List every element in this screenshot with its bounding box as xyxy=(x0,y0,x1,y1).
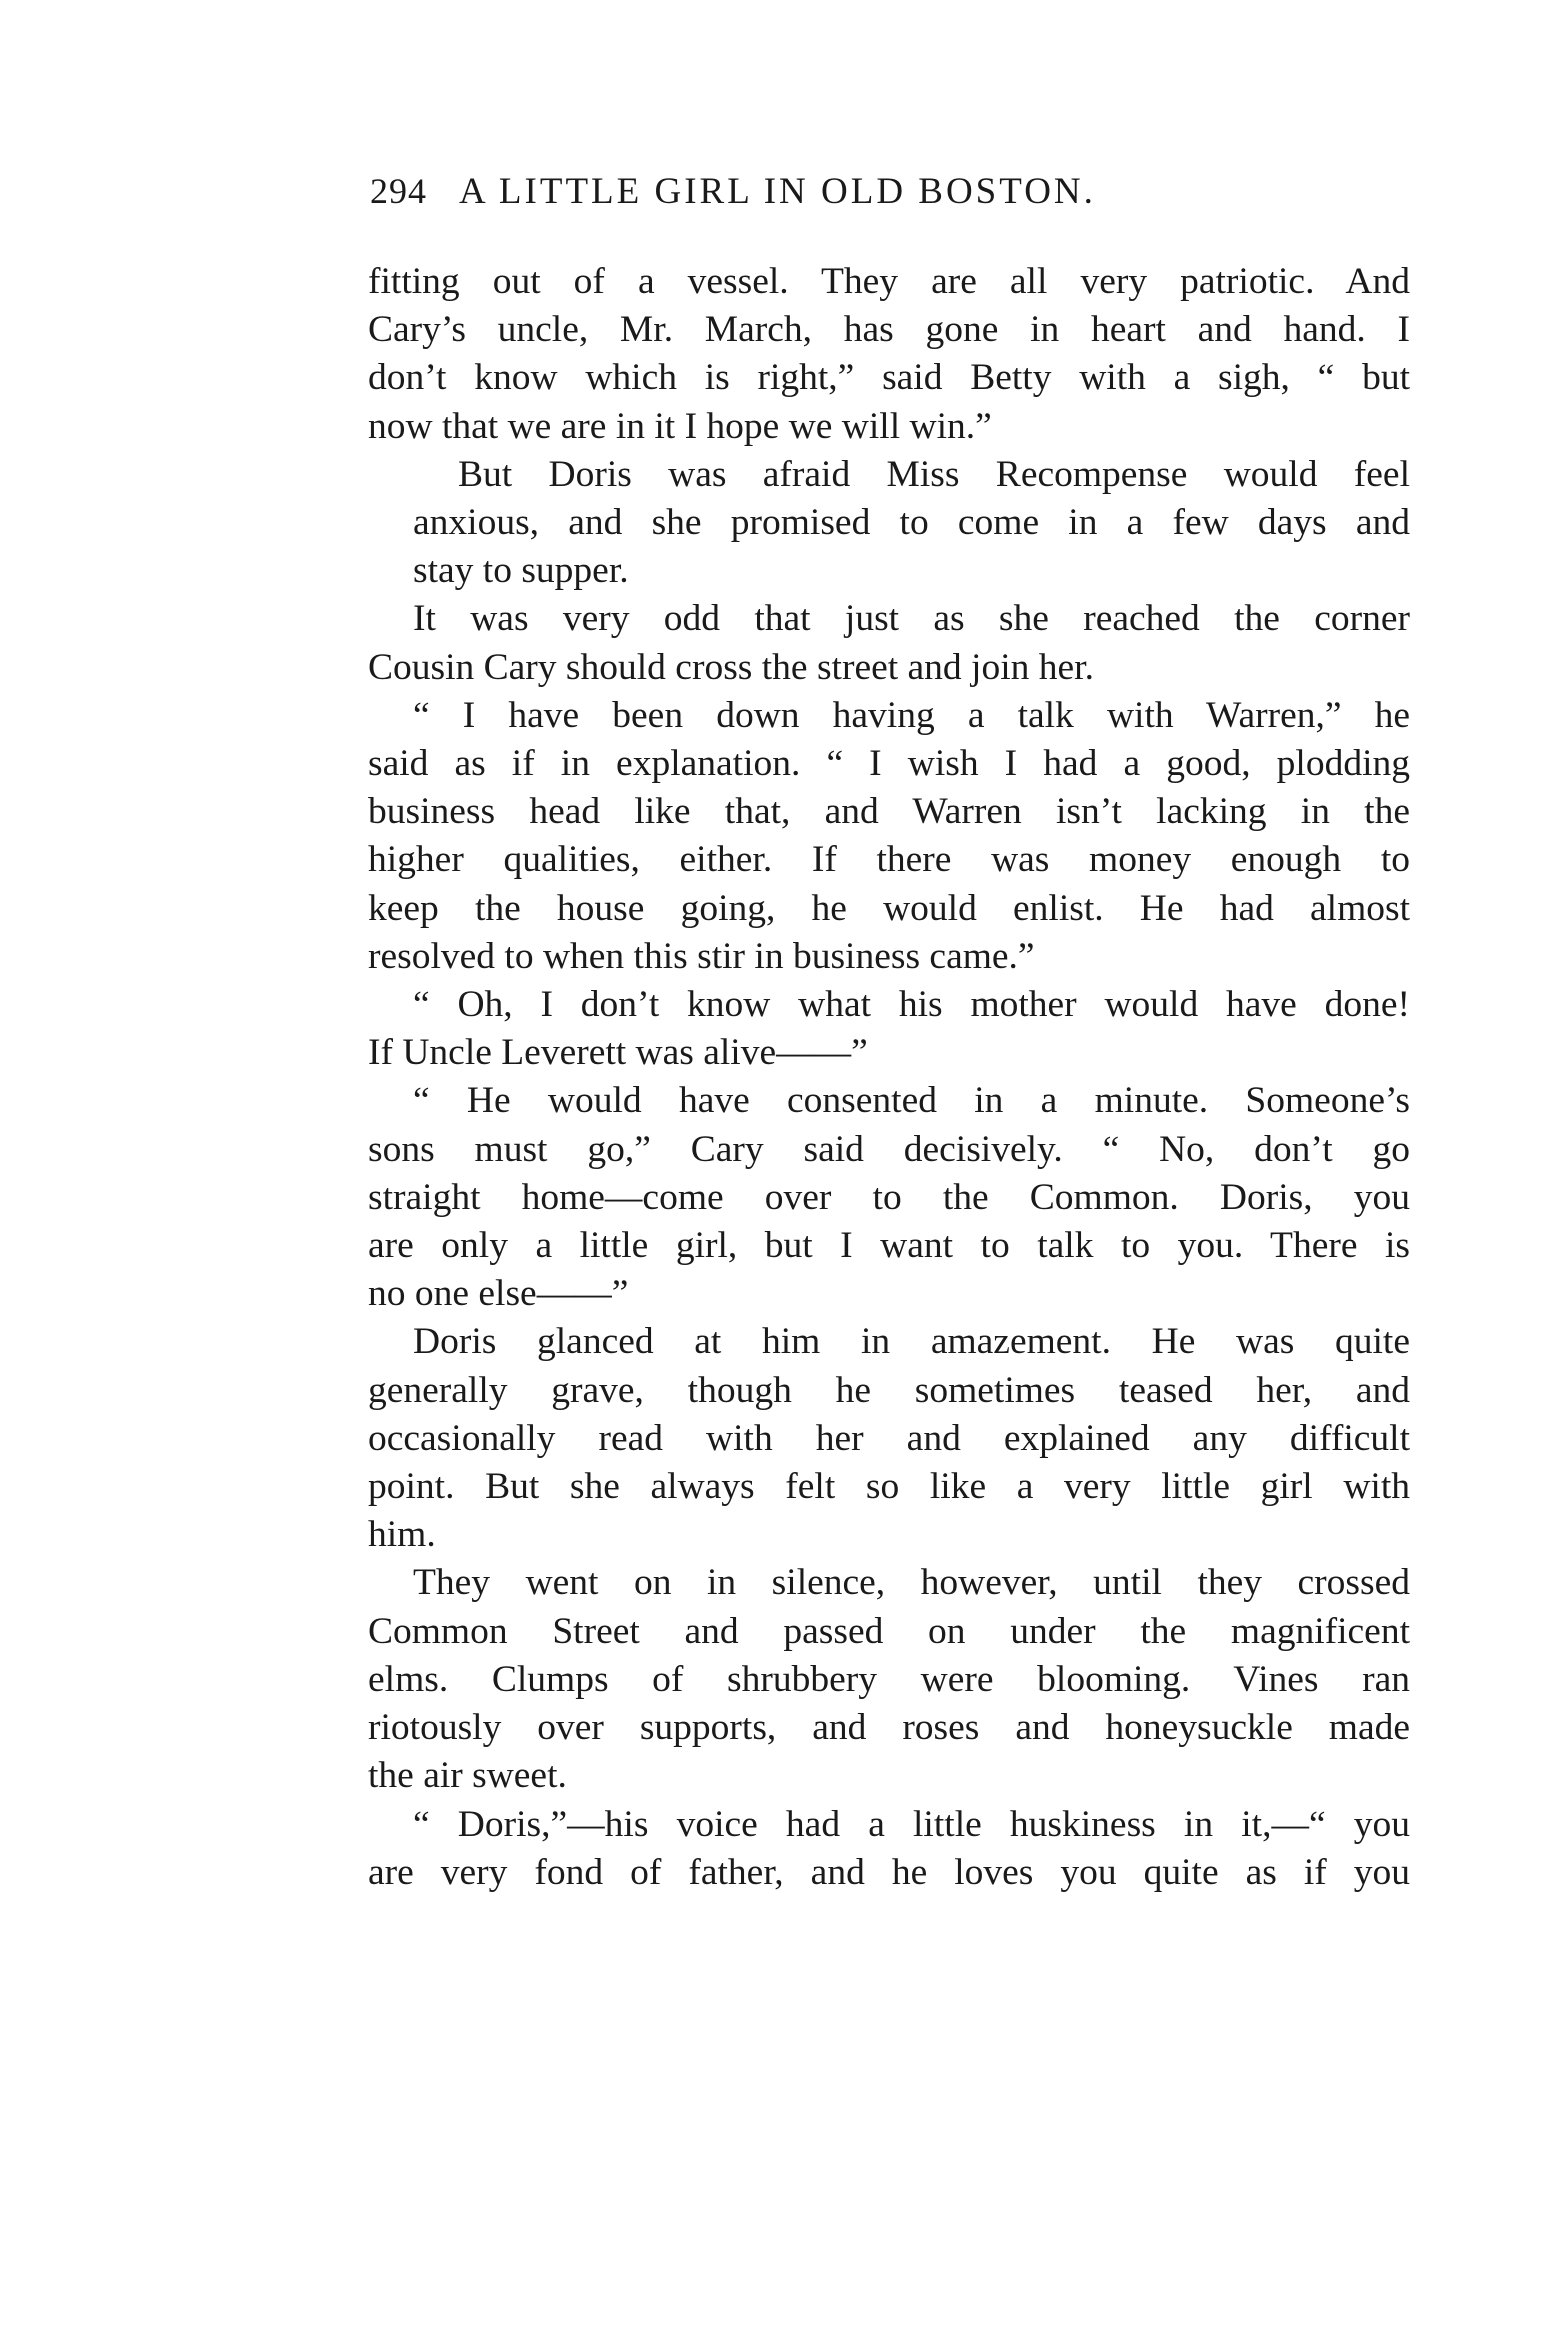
text-line: no one else——” xyxy=(368,1273,629,1315)
paragraph xyxy=(368,258,1410,451)
text-line: him. xyxy=(368,1514,436,1556)
paragraph xyxy=(368,981,1410,1077)
body-text xyxy=(368,258,1410,1897)
text-line: are only a little girl, but I want to talk to you. There is xyxy=(368,1225,1410,1267)
text-line: Cary’s uncle, Mr. March, has gone in heart and hand. I xyxy=(368,309,1410,351)
text-line: They went on in silence, however, until they crossed xyxy=(413,1562,1410,1604)
text-line: elms. Clumps of shrubbery were blooming. Vines ran xyxy=(368,1658,1410,1700)
text-line: It was very odd that just as she reached the corner xyxy=(413,598,1410,640)
text-line: stay to supper. xyxy=(413,550,629,592)
text-line: are very fond of father, and he loves you quite as if you xyxy=(368,1851,1410,1893)
paragraph xyxy=(368,1077,1410,1318)
text-line: Cousin Cary should cross the street and join her. xyxy=(368,646,1094,688)
text-line: straight home—come over to the Common. Doris, you xyxy=(368,1176,1410,1218)
paragraph xyxy=(368,1801,1410,1897)
text-line: resolved to when this stir in business came.” xyxy=(368,935,1035,977)
text-line: generally grave, though he sometimes teased her, and xyxy=(368,1369,1410,1411)
text-line: If Uncle Leverett was alive——” xyxy=(368,1032,868,1074)
page-header xyxy=(370,170,1410,230)
paragraph xyxy=(368,1318,1410,1559)
text-line: “ I have been down having a talk with Warren,” he xyxy=(413,694,1410,736)
text-line: “ He would have consented in a minute. Someone’s xyxy=(413,1080,1410,1122)
text-line: point. But she always felt so like a very little girl with xyxy=(368,1466,1410,1508)
paragraph xyxy=(368,1559,1410,1800)
text-line: But Doris was afraid Miss Recompense would feel xyxy=(458,453,1410,495)
text-line: anxious, and she promised to come in a few days and xyxy=(413,502,1410,544)
text-line: “ Oh, I don’t know what his mother would have done! xyxy=(413,984,1410,1026)
text-line: occasionally read with her and explained any difficult xyxy=(368,1417,1410,1459)
text-line: Doris glanced at him in amazement. He was quite xyxy=(413,1321,1410,1363)
text-line: Common Street and passed on under the magnificent xyxy=(368,1610,1410,1652)
text-line: the air sweet. xyxy=(368,1755,567,1797)
page-number: 294 xyxy=(370,171,427,211)
text-line: higher qualities, either. If there was money enough to xyxy=(368,839,1410,881)
text-line: “ Doris,”—his voice had a little huskiness in it,—“ you xyxy=(413,1803,1410,1845)
text-line: business head like that, and Warren isn’t lacking in the xyxy=(368,791,1410,833)
text-line: sons must go,” Cary said decisively. “ No, don’t go xyxy=(368,1128,1410,1170)
text-line: said as if in explanation. “ I wish I had a good, plodding xyxy=(368,743,1410,785)
text-line: riotously over supports, and roses and honeysuckle made xyxy=(368,1707,1410,1749)
running-title: A LITTLE GIRL IN OLD BOSTON. xyxy=(459,171,1096,212)
text-line: don’t know which is right,” said Betty with a sigh, “ but xyxy=(368,357,1410,399)
paragraph xyxy=(368,451,1410,596)
text-line: now that we are in it I hope we will win.” xyxy=(368,405,992,447)
text-line: fitting out of a vessel. They are all very patriotic. And xyxy=(368,261,1410,302)
paragraph xyxy=(368,692,1410,981)
paragraph xyxy=(368,595,1410,691)
text-line: keep the house going, he would enlist. He had almost xyxy=(368,887,1410,929)
